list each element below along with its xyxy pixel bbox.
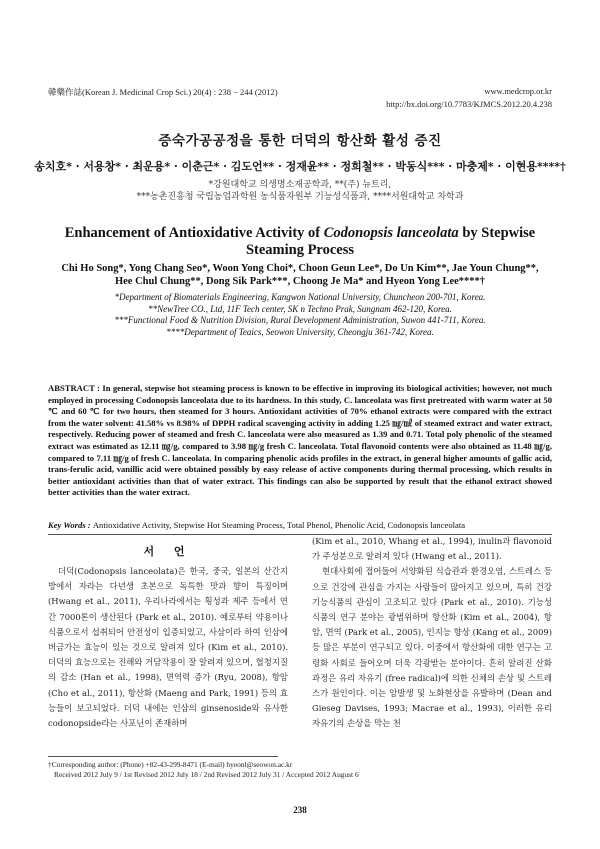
english-title-line2: Steaming Process: [245, 242, 355, 258]
keywords-text: Antioxidative Activity, Stepwise Hot Steaming Process, Total Phenol, Phenolic Acid, Codonopsis lanceolata: [92, 520, 466, 530]
right-paragraph-2: 현대사회에 접어들어 서양화된 식습관과 환경오염, 스트레스 등으로 건강에 관심을 가지는 사람들이 많아지고 있으며, 특히 건강기능식품의 관심이 고조되고 있다 (Park et al., 2010). 기능성 식품의 연구 분야는 광범위하며 항산화 (Kim et al., 2004), 항암, 면역 (Park et al., 2005), 인지능 향상 (Kang et al., 2009) 등 많은 부분이 연구되고 있다. 이중에서 항산화에 대한 연구는 고령화 사회로 들어오며 더욱 각광받는 분야이다. 흔히 알려진 산화과정은 유리 자유기 (free radical)에 의한 신체의 손상 및 스트레스가 원인이다. 이는 암발생 및 노화현상을 유발하며 (Dean and Gieseg Davises, 1993; Macrae et al., 1993), 이러한 유리 자유기의 손상을 막는 천: [312, 566, 552, 729]
english-affiliation-2: **NewTree CO., Ltd, 11F Tech center, SK n Techno Prak, Sungnam 462-120, Korea.: [148, 303, 452, 314]
section-title: 서 언: [143, 545, 193, 558]
english-title-part1: Enhancement of Antioxidative Activity of: [64, 225, 324, 241]
english-affiliation-1: *Department of Biomaterials Engineering, Kangwon National University, Chuncheon 200-701, Korea.: [114, 292, 486, 302]
abstract-text: In general, stepwise hot steaming process is known to be effective in improving its biological activities; however, not much employed in processing Codonopsis lanceolata due to its hardness. In this study, C. lanceolata was first pretreated with warm water at 50 ℃ and 60 ℃ for two hours, then steamed for 3 hours. Antioxidant activities of 70% ethanol extracts were compared with the extract from the water solvent: 41.58% vs 8.98% of DPPH radical scavenging activity in adding 1.25 ㎎/㎖ of steamed extract and water extract, respectively. Reducing power of steamed and fresh C. lanceolata were also measured as 1.39 and 0.71. Total poly phenolic of the steamed extract was estimated as 12.11 ㎎/g, compared to 3.98 ㎎/g fresh C. lanceolata. Total flavonoid contents were also obtained as 11.48 ㎎/g, compared to 7.11 ㎎/g of fresh C. lanceolata. In comparing phenolic acids profiles in the extract, in general higher amounts of gallic acid, trans-ferulic acid, vanillic acid were obtained possibly by easy release of active components during thermal processing, which results in better antioxidant activities than that of water extract. This findings can also be supported by result that the ethanol extract showed better activities than the water extract.: [48, 383, 552, 498]
korean-affiliation-2: ***농촌진흥청 국립농업과학원 농식품자원부 기능성식품과, ****서원대학교 차학과: [136, 192, 464, 202]
english-title: [0, 225, 600, 259]
abstract-label: ABSTRACT :: [48, 383, 103, 393]
english-authors: [0, 262, 600, 288]
english-affiliations: [0, 292, 600, 338]
right-paragraph-1: (Kim et al., 2010, Whang et al., 1994), inulin과 flavonoid 가 주성분으로 알려져 있다 (Hwang et al., 2011).: [312, 536, 552, 562]
left-paragraph-1: 더덕(Codonopsis lanceolata)은 한국, 중국, 일본의 산간지방에서 자라는 다년생 초본으로 독특한 맛과 향이 특징이며 (Hwang et al., 2011), 우리나라에서는 횡성과 제주 등에서 연간 7000톤이 생산된다 (Park et al., 2010). 예로부터 약용이나 식품으로서 섭취되어 안전성이 입증되었고, 사삼이라 하여 인삼에 버금가는 효능이 있는 것으로 알려져 있다 (Kim et al., 2010). 더덕의 효능으로는 진해와 거담작용이 잘 알려져 있으며, 혈청지질의 감소 (Han et al., 1998), 면역력 증가 (Ryu, 2008), 항암 (Cho et al., 2011), 항산화 (Maeng and Park, 1991) 등의 효능들이 보고되었다. 더덕 내에는 인삼의 ginsenoside와 유사한 codonopside라는 사포닌이 존재하며: [48, 566, 288, 729]
english-affiliation-3: ***Functional Food & Nutrition Division, Rural Development Administration, Suwon 441-711, Korea.: [114, 315, 486, 325]
english-affiliation-4: ****Department of Teaics, Seowon University, Cheongju 361-742, Korea.: [166, 326, 434, 337]
journal-citation: 韓藥作誌(Korean J. Medicinal Crop Sci.) 20(4) : 238 − 244 (2012): [48, 87, 278, 97]
right-column: [312, 534, 552, 732]
left-column: [48, 564, 288, 731]
english-authors-line1: Chi Ho Song*, Yong Chang Seo*, Woon Yong Choi*, Choon Geun Lee*, Do Un Kim**, Jae Youn Chung**,: [61, 263, 539, 274]
footnote-divider: [48, 756, 278, 757]
korean-title: 증숙가공공정을 통한 더덕의 항산화 활성 증진: [158, 133, 442, 149]
abstract: [48, 383, 552, 499]
journal-website[interactable]: www.medcrop.or.kr: [484, 86, 552, 96]
keywords-label: Key Words :: [48, 520, 93, 530]
page-number: 238: [293, 805, 307, 815]
korean-affiliation-1: *강원대학교 의생명소재공학과, **(주) 뉴트리,: [208, 180, 392, 190]
footnote: [48, 760, 552, 780]
korean-authors: 송치호* · 서용창* · 최운용* · 이춘근* · 김도언** · 정재윤** · 정희철** · 박동식*** · 마충제* · 이현용****†: [34, 160, 566, 173]
doi-link[interactable]: http://bx.doi.org/10.7783/KJMCS.2012.20.4.238: [386, 99, 552, 109]
received-dates: Received 2012 July 9 / 1st Revised 2012 July 18 / 2nd Revised 2012 July 31 / Accepted 2012 August 6: [54, 770, 359, 779]
english-title-species: Codonopsis lanceolata: [323, 225, 459, 241]
english-authors-line2: Hee Chul Chung**, Dong Sik Park***, Choong Je Ma* and Hyeon Yong Lee****†: [114, 276, 486, 287]
corresponding-author: †Corresponding author: (Phone) +82-43-299-8471 (E-mail) hyeonl@seowon.ac.kr: [48, 760, 293, 769]
english-title-part2: by Stepwise: [458, 225, 536, 241]
keywords: [48, 520, 552, 530]
